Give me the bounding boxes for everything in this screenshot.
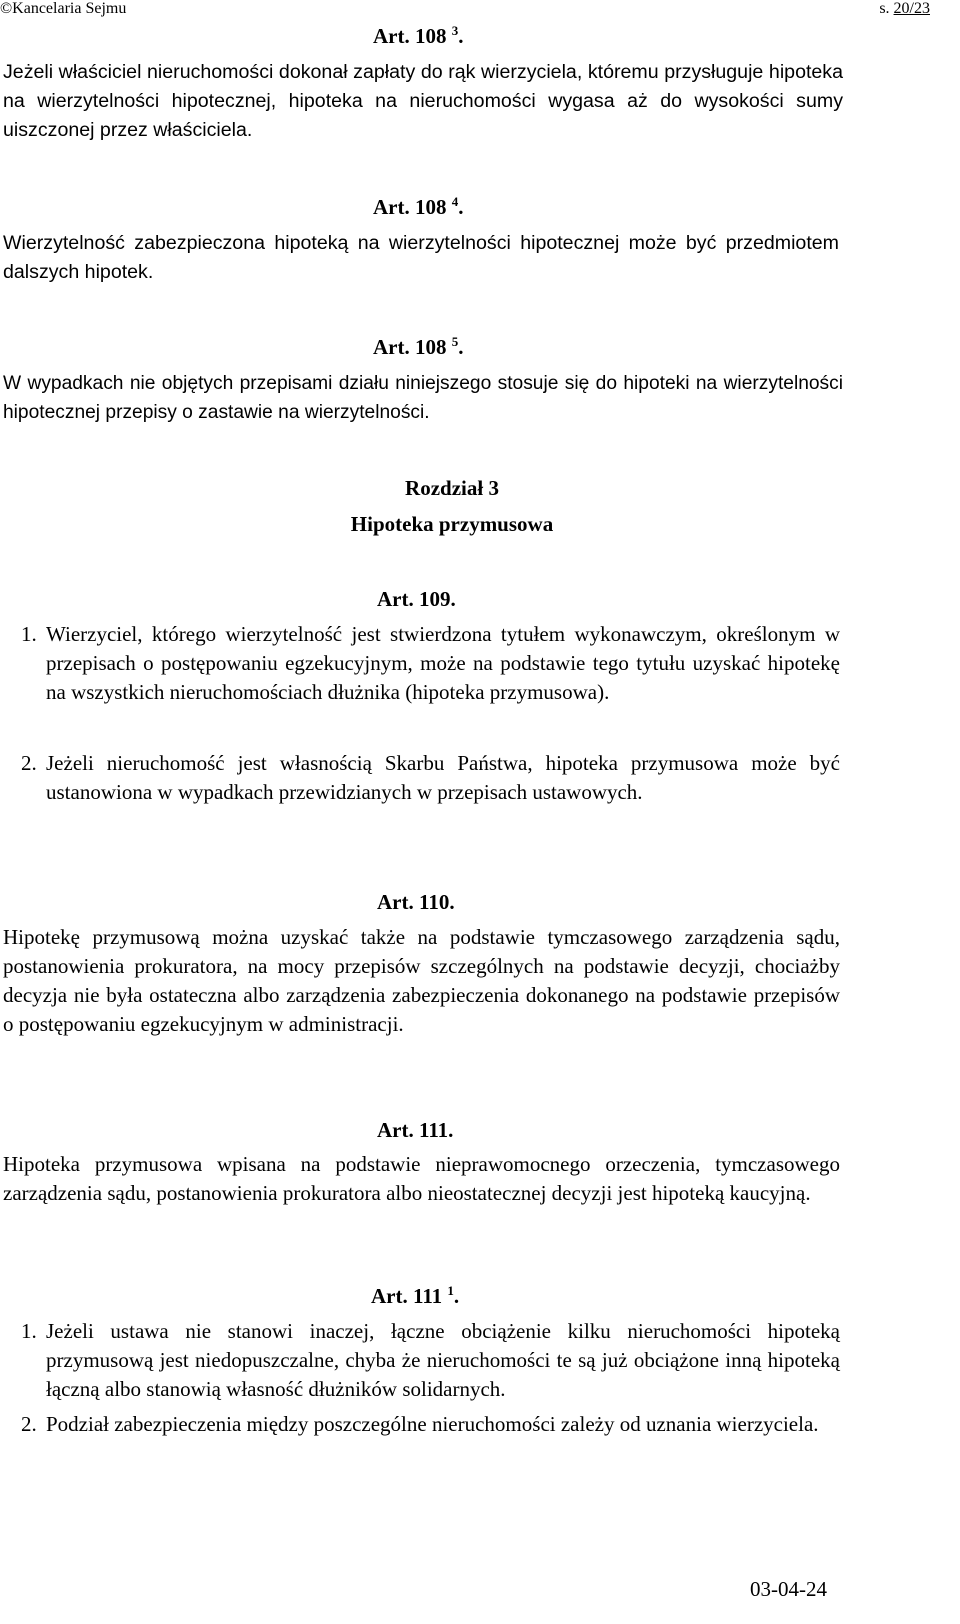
chapter-number: Rozdział 3 [405, 476, 499, 500]
title-end: . [458, 335, 464, 359]
article-108-4-text: Wierzytelność zabezpieczona hipoteką na wierzytelności hipotecznej może być przedmiotem dalszych hipotek. [3, 232, 839, 283]
article-109-para-1: Wierzyciel, którego wierzytelność jest stwierdzona tytułem wykonawczym, określonym w przepisach o postępowaniu egzekucyjnym, może na podstawie tego tytułu uzyskać hipotekę na wszystkich nieruchomościach dłużnika (hipoteka przymusowa). [46, 622, 840, 704]
article-108-4-title [373, 195, 463, 219]
title-end: . [458, 195, 464, 219]
article-111-title: Art. 111. [377, 1118, 454, 1142]
title-end: . [453, 1284, 460, 1308]
title-sup: 5 [451, 334, 459, 349]
footer-date: 03-04-24 [750, 1577, 827, 1601]
article-111-1-title [371, 1284, 459, 1308]
title-base: Art. 108 [373, 24, 447, 48]
header-page-number [879, 0, 930, 18]
article-108-3-title [373, 24, 463, 48]
article-110-title: Art. 110. [377, 890, 455, 914]
title-base: Art. 108 [373, 195, 447, 219]
chapter-title: Hipoteka przymusowa [350, 512, 554, 536]
article-108-3-text: Jeżeli właściciel nieruchomości dokonał zapłaty do rąk wierzyciela, któremu przysługuje hipoteka na wierzytelności hipotecznej, hipoteka na nieruchomości wygasa aż do wysokości sumy uiszczonej przez właściciela. [3, 61, 843, 141]
article-111-text: Hipoteka przymusowa wpisana na podstawie nieprawomocnego orzeczenia, tymczasowego zarządzenia sądu, postanowienia prokuratora albo nieostatecznej decyzji jest hipoteką kaucyjną. [3, 1152, 840, 1205]
article-111-1-para-1: Jeżeli ustawa nie stanowi inaczej, łączne obciążenie kilku nieruchomości hipoteką przymusową jest niedopuszczalne, chyba że nieruchomości te są już obciążone inną hipoteką łączną albo stanowią własność dłużników solidarnych. [46, 1319, 840, 1401]
article-109-para-2: Jeżeli nieruchomość jest własnością Skarbu Państwa, hipoteka przymusowa może być ustanowiona w wypadkach przewidzianych w przepisach ustawowych. [46, 751, 840, 804]
article-108-5-text: W wypadkach nie objętych przepisami działu niniejszego stosuje się do hipoteki na wierzytelności hipotecznej przepisy o zastawie na wierzytelności. [3, 373, 843, 423]
article-111-1-para-1-number: 1. [21, 1319, 37, 1343]
page-prefix: s. [879, 0, 894, 17]
article-110-text: Hipotekę przymusową można uzyskać także na podstawie tymczasowego zarządzenia sądu, postanowienia prokuratora, na mocy przepisów szczególnych na podstawie decyzji, chociażby decyzja nie była ostateczna albo zarządzenia zabezpieczenia dokonanego na podstawie przepisów o postępowaniu egzekucyjnym w administracji. [3, 925, 840, 1036]
title-sup: 1 [447, 1283, 454, 1298]
article-111-1-para-2-number: 2. [21, 1412, 37, 1436]
article-109-para-2-number: 2. [21, 751, 37, 775]
header-publisher: ©Kancelaria Sejmu [0, 0, 127, 17]
title-base: Art. 111 [371, 1284, 443, 1308]
title-base: Art. 108 [373, 335, 447, 359]
title-sup: 3 [451, 23, 459, 38]
title-end: . [458, 24, 464, 48]
article-108-5-title [373, 335, 463, 359]
article-109-para-1-number: 1. [21, 622, 37, 646]
page-header [0, 0, 930, 18]
article-109-title: Art. 109. [377, 587, 456, 611]
article-111-1-para-2: Podział zabezpieczenia między poszczególne nieruchomości zależy od uznania wierzyciela. [46, 1412, 819, 1436]
title-sup: 4 [451, 194, 459, 209]
page-number: 20/23 [893, 0, 930, 17]
